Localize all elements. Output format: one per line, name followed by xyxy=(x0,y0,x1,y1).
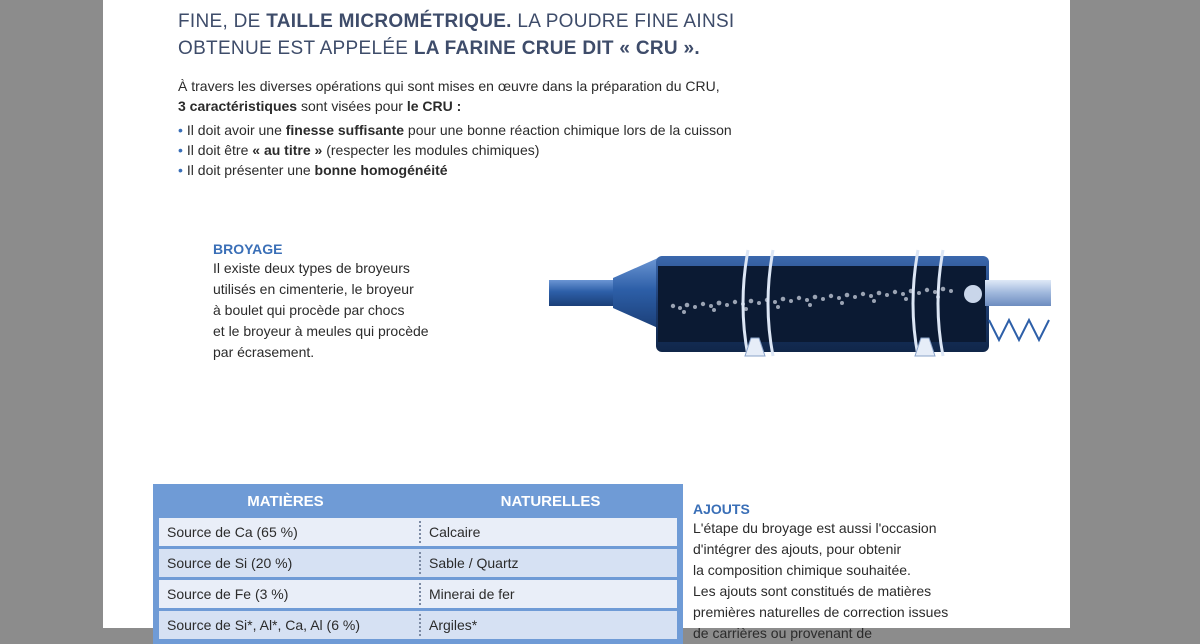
list-item-text: Il doit être xyxy=(186,142,253,158)
text-line: Les ajouts sont constitués de matières xyxy=(693,583,932,599)
bullet-icon: • xyxy=(178,142,183,158)
ajouts-section xyxy=(693,500,1033,644)
inlet-cone xyxy=(613,258,658,328)
list-item-text: (respecter les modules chimiques) xyxy=(322,142,540,158)
column-header: NATURELLES xyxy=(500,492,601,510)
table-cell: Sable / Quartz xyxy=(429,555,519,571)
materials-table xyxy=(153,484,683,644)
support-lattice xyxy=(989,320,1049,340)
heading-bold: LA FARINE CRUE DIT « CRU ». xyxy=(413,38,700,59)
outlet-cap xyxy=(964,285,982,303)
table-cell: Source de Si (20 %) xyxy=(159,552,421,574)
heading-bold: TAILLE MICROMÉTRIQUE. xyxy=(266,11,512,32)
bullet-icon: • xyxy=(178,162,183,178)
table-row xyxy=(159,549,677,577)
broyage-section xyxy=(213,240,513,363)
table-cell: Argiles* xyxy=(429,617,478,633)
list-item xyxy=(178,120,1038,140)
outlet-pipe xyxy=(985,280,1051,306)
list-item-bold: finesse suffisante xyxy=(285,122,405,138)
heading-text: FINE, DE xyxy=(178,11,267,32)
text-line: L'étape du broyage est aussi l'occasion xyxy=(693,520,937,536)
table-cell: Source de Ca (65 %) xyxy=(159,521,421,543)
heading-text: LA POUDRE FINE AINSI xyxy=(511,11,735,32)
paragraph-text: sont visées pour xyxy=(297,98,407,114)
text-line: par écrasement. xyxy=(213,344,315,360)
intro-section xyxy=(178,8,1038,180)
column-header: MATIÈRES xyxy=(247,492,324,510)
characteristics-list xyxy=(178,120,1038,180)
broyage-title: BROYAGE xyxy=(213,241,283,257)
characteristics-paragraph xyxy=(178,76,1038,116)
list-item-text: pour une bonne réaction chimique lors de la cuisson xyxy=(404,122,732,138)
document-page xyxy=(103,0,1070,641)
ajouts-text xyxy=(693,518,1033,644)
heading-line-2 xyxy=(178,35,1038,62)
list-item-text: Il doit présenter une xyxy=(186,162,315,178)
table-cell: Source de Si*, Al*, Ca, Al (6 %) xyxy=(159,614,421,636)
paragraph-bold: 3 caractéristiques xyxy=(178,98,298,114)
text-line: utilisés en cimenterie, le broyeur xyxy=(213,281,414,297)
text-line: Il existe deux types de broyeurs xyxy=(213,260,410,276)
list-item-bold: « au titre » xyxy=(252,142,323,158)
table-cell: Calcaire xyxy=(429,524,481,540)
bullet-icon: • xyxy=(178,122,183,138)
text-line: de carrières ou provenant de xyxy=(693,625,872,641)
broyage-text xyxy=(213,258,513,363)
inlet-pipe xyxy=(549,280,613,306)
table-cell: Minerai de fer xyxy=(429,586,515,602)
paragraph-line xyxy=(178,96,1038,116)
text-line: et le broyeur à meules qui procède xyxy=(213,323,429,339)
list-item xyxy=(178,140,1038,160)
text-line: premières naturelles de correction issues xyxy=(693,604,949,620)
paragraph-bold: le CRU : xyxy=(406,98,462,114)
list-item-text: Il doit avoir une xyxy=(186,122,286,138)
paragraph-line: À travers les diverses opérations qui sont mises en œuvre dans la préparation du CRU, xyxy=(178,78,720,94)
heading-line-1 xyxy=(178,8,1038,35)
list-item xyxy=(178,160,1038,180)
text-line: la composition chimique souhaitée. xyxy=(693,562,911,578)
table-header xyxy=(153,484,683,518)
text-line: d'intégrer des ajouts, pour obtenir xyxy=(693,541,902,557)
table-row xyxy=(159,611,677,639)
ajouts-title: AJOUTS xyxy=(693,501,750,517)
table-row xyxy=(159,580,677,608)
table-cell: Source de Fe (3 %) xyxy=(159,583,421,605)
table-row xyxy=(159,518,677,546)
list-item-bold: bonne homogénéité xyxy=(314,162,448,178)
text-line: à boulet qui procède par chocs xyxy=(213,302,405,318)
ball-mill-illustration xyxy=(543,228,953,368)
heading-text: OBTENUE EST APPELÉE xyxy=(178,38,414,59)
